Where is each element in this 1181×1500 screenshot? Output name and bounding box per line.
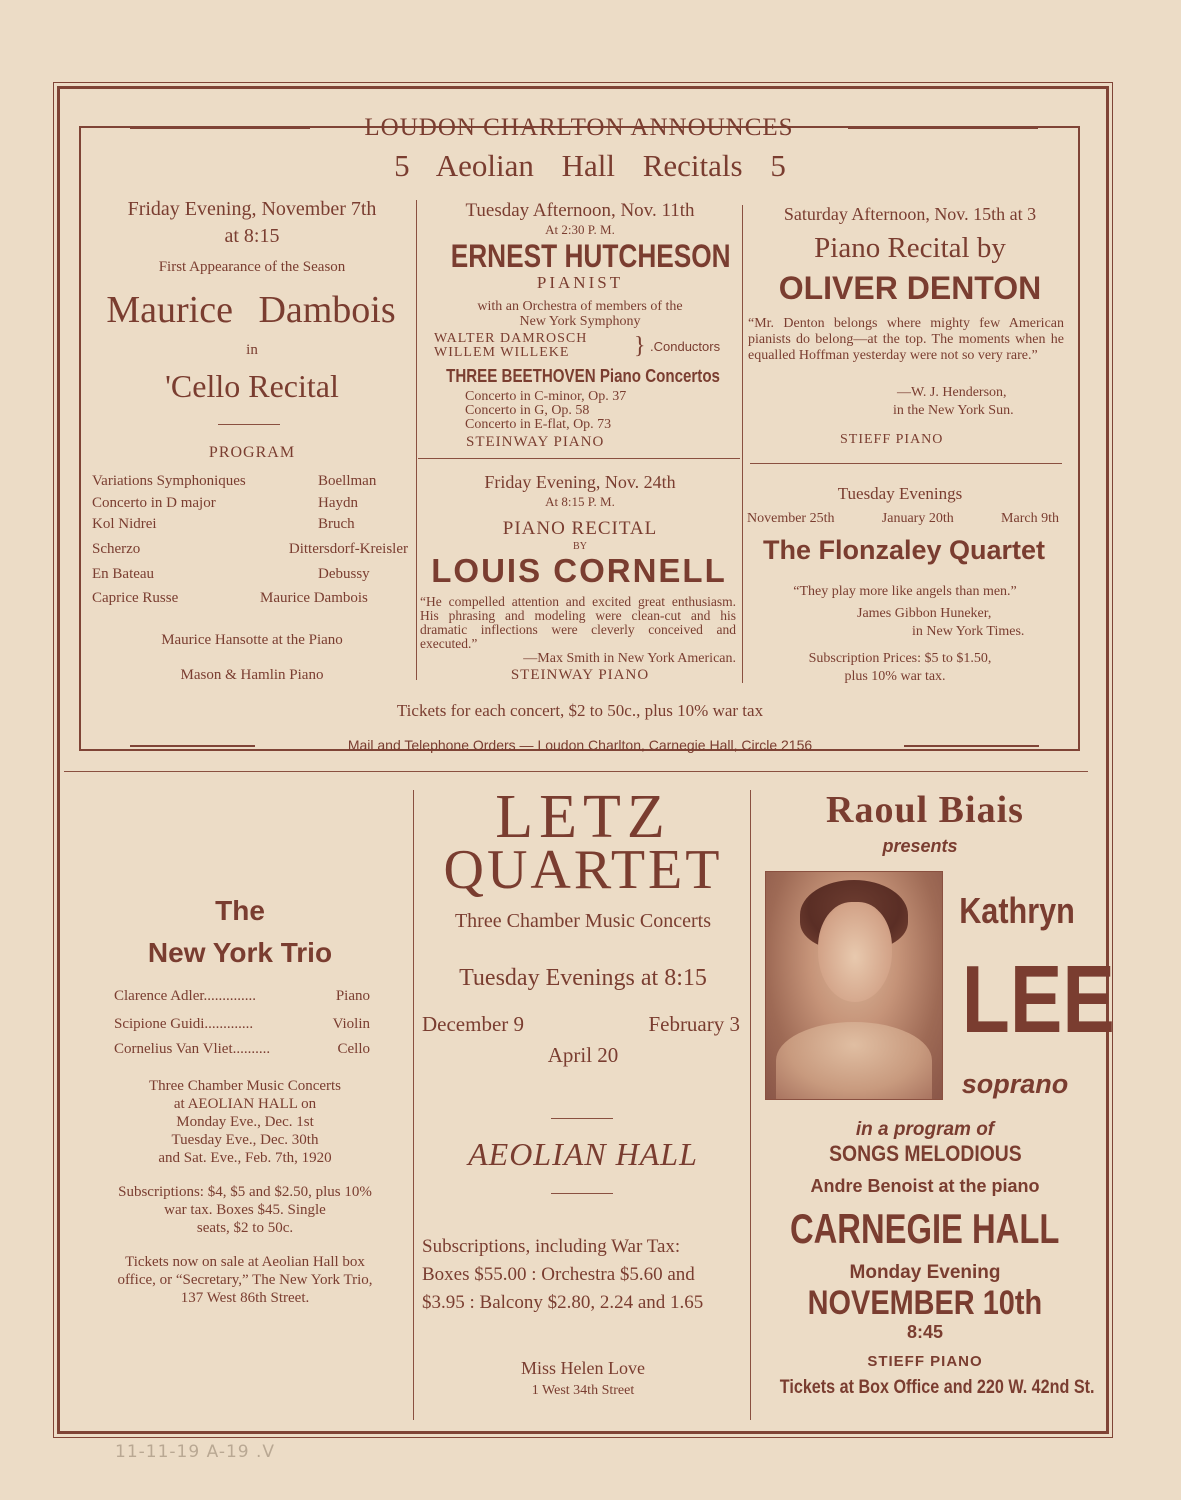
- hutcheson-date: Tuesday Afternoon, Nov. 11th: [465, 200, 695, 221]
- letz-subscriptions: [422, 1233, 752, 1317]
- trio-tickets: [80, 1253, 410, 1307]
- program-piece: Kol Nidrei: [92, 516, 157, 532]
- trio-members: [114, 988, 370, 1066]
- letz-sub-line: Subscriptions, including War Tax:: [422, 1236, 681, 1257]
- trio-member-instr: Violin: [332, 1016, 370, 1032]
- flonzaley-prices1: Subscription Prices: $5 to $1.50,: [808, 651, 992, 666]
- portrait-shoulders: [776, 1022, 932, 1099]
- flonzaley-header: Tuesday Evenings: [837, 484, 963, 503]
- trio-subscriptions: [80, 1183, 410, 1237]
- trio-concert-line: at AEOLIAN HALL on: [173, 1096, 317, 1112]
- program-piece: Variations Symphoniques: [92, 473, 246, 489]
- trio-title-1: The: [215, 895, 265, 926]
- letz-subtitle: Three Chamber Music Concerts: [454, 910, 712, 932]
- program-composer: Boellman: [318, 473, 377, 489]
- mail-rule-right: [904, 745, 1039, 747]
- letz-date: December 9: [422, 1012, 525, 1036]
- cornell-artist: LOUIS CORNELL: [431, 552, 727, 589]
- program-label: PROGRAM: [208, 444, 296, 461]
- trio-member-instr: Cello: [337, 1041, 370, 1057]
- dambois-accompanist: Maurice Hansotte at the Piano: [161, 632, 343, 648]
- letz-sub-line: $3.95 : Balcony $2.80, 2.24 and 1.65: [422, 1292, 704, 1313]
- program-piece: Scherzo: [92, 541, 141, 557]
- handwritten-note: 11-11-19 A-19 .V: [115, 1442, 276, 1462]
- trio-concert-line: Three Chamber Music Concerts: [148, 1078, 342, 1094]
- lee-last-name: LEE: [961, 946, 1115, 1053]
- dambois-date: Friday Evening, November 7th: [127, 198, 377, 220]
- trio-sub-line: seats, $2 to 50c.: [196, 1220, 294, 1236]
- trio-member-instr: Piano: [335, 988, 370, 1004]
- concerto-item: Concerto in E-flat, Op. 73: [465, 417, 612, 432]
- col2-separator: [418, 458, 740, 459]
- dambois-in: in: [246, 342, 258, 358]
- dambois-piano: Mason & Hamlin Piano: [180, 667, 324, 683]
- program-composer: Maurice Dambois: [260, 590, 368, 606]
- letz-evenings: Tuesday Evenings at 8:15: [459, 965, 707, 991]
- cornell-by: BY: [573, 541, 587, 552]
- lee-program-2-wrap: [755, 1141, 1095, 1167]
- trio-concert-line: and Sat. Eve., Feb. 7th, 1920: [158, 1150, 332, 1166]
- trio-member-name: Clarence Adler..............: [114, 988, 257, 1004]
- hutcheson-artist: ERNEST HUTCHESON: [450, 238, 731, 274]
- program-composer: Debussy: [318, 566, 370, 582]
- lee-last-wrap: [945, 946, 1115, 1053]
- flonzaley-dates: [747, 511, 1059, 527]
- trio-sub-line: war tax. Boxes $45. Single: [164, 1202, 326, 1218]
- program-piece: Caprice Russe: [92, 590, 179, 606]
- top-divider-2: [742, 205, 743, 683]
- denton-quote: “Mr. Denton belongs where mighty few American pianists do belong—at the top. The moments when he equalled Hoffman yesterday were not so very rare.”: [748, 316, 1064, 363]
- flonzaley-date: January 20th: [881, 511, 954, 526]
- conductor-1: WALTER DAMROSCH: [434, 331, 588, 346]
- letz-contact-1: Miss Helen Love: [521, 1358, 645, 1378]
- lee-presenter: Raoul Biais: [826, 789, 1024, 831]
- letz-date: February 3: [648, 1012, 740, 1036]
- flonzaley-quote: “They play more like angels than men.”: [793, 584, 1017, 599]
- letz-title-1: LETZ: [495, 783, 671, 851]
- trio-member-name: Scipione Guidi.............: [114, 1016, 254, 1032]
- program-piece: Concerto in D major: [92, 495, 216, 511]
- denton-attr2: in the New York Sun.: [893, 403, 1014, 418]
- lee-hall-wrap: [752, 1205, 1097, 1253]
- conductor-label: .Conductors: [650, 339, 721, 354]
- letz-hall: AEOLIAN HALL: [468, 1136, 698, 1172]
- denton-artist: OLIVER DENTON: [778, 270, 1042, 306]
- letz-contact-2: 1 West 34th Street: [531, 1383, 635, 1398]
- letz-dates: [422, 1012, 740, 1037]
- hutcheson-role: PIANIST: [536, 273, 624, 292]
- bottom-divider-1: [413, 790, 414, 1420]
- cornell-date: Friday Evening, Nov. 24th: [484, 472, 676, 492]
- lee-day: Monday Evening: [849, 1262, 1001, 1283]
- program-piece: En Bateau: [92, 566, 155, 582]
- lee-accompanist: Andre Benoist at the piano: [810, 1176, 1040, 1196]
- letz-date-3: April 20: [547, 1043, 619, 1067]
- letz-rule-1: [551, 1118, 613, 1119]
- hutcheson-piano: STEINWAY PIANO: [466, 434, 605, 450]
- dambois-artist: Maurice Dambois: [106, 289, 396, 331]
- header-rule-right: [848, 127, 1038, 129]
- trio-title-2: New York Trio: [147, 937, 333, 968]
- lee-time: 8:45: [906, 1322, 944, 1342]
- bottom-divider-2: [750, 790, 751, 1420]
- program-composer: Bruch: [318, 516, 355, 532]
- flonzaley-date: November 25th: [747, 511, 835, 526]
- denton-date: Saturday Afternoon, Nov. 15th at 3: [783, 204, 1037, 224]
- hutcheson-artist-wrap: [420, 238, 740, 275]
- lee-hall: CARNEGIE HALL: [789, 1205, 1060, 1252]
- trio-concerts: [80, 1077, 410, 1167]
- col3-separator: [750, 463, 1062, 464]
- tickets-line: Tickets for each concert, $2 to 50c., plus 10% war tax: [396, 701, 764, 720]
- mail-rule-left: [130, 745, 255, 747]
- lee-program-1: in a program of: [855, 1119, 995, 1140]
- singer-portrait: [765, 871, 943, 1100]
- lee-piano: STIEFF PIANO: [867, 1353, 983, 1370]
- hutcheson-with2: New York Symphony: [519, 314, 641, 329]
- trio-member-name: Cornelius Van Vliet..........: [114, 1041, 271, 1057]
- denton-recital: Piano Recital by: [814, 232, 1006, 264]
- flonzaley-attr1: James Gibbon Huneker,: [857, 606, 992, 621]
- conductor-brace: }: [634, 333, 646, 359]
- cornell-time: At 8:15 P. M.: [545, 494, 615, 509]
- denton-piano: STIEFF PIANO: [840, 432, 944, 447]
- letz-sub-line: Boxes $55.00 : Orchestra $5.60 and: [422, 1264, 695, 1285]
- trio-concert-line: Monday Eve., Dec. 1st: [176, 1114, 314, 1130]
- dambois-rule: [218, 424, 280, 425]
- program-composer: Haydn: [318, 495, 358, 511]
- trio-sub-line: Subscriptions: $4, $5 and $2.50, plus 10%: [118, 1184, 372, 1200]
- cornell-attribution: —Max Smith in New York American.: [523, 651, 736, 666]
- lee-presents: presents: [882, 836, 958, 856]
- letz-rule-2: [551, 1193, 613, 1194]
- program-composer: Dittersdorf-Kreisler: [288, 541, 408, 557]
- concerto-item: Concerto in G, Op. 58: [465, 403, 590, 418]
- concerto-item: Concerto in C-minor, Op. 37: [465, 389, 627, 404]
- lee-first-wrap: [945, 890, 1090, 932]
- mail-orders-line: Mail and Telephone Orders — Loudon Charlton, Carnegie Hall, Circle 2156: [347, 737, 813, 753]
- lee-tickets-wrap: [752, 1377, 1097, 1399]
- lee-tickets: Tickets at Box Office and 220 W. 42nd St.: [779, 1377, 1095, 1398]
- dambois-time: at 8:15: [224, 225, 280, 247]
- lee-program-2: SONGS MELODIOUS: [828, 1141, 1022, 1166]
- flonzaley-artist: The Flonzaley Quartet: [762, 535, 1046, 565]
- announce-heading: LOUDON CHARLTON ANNOUNCES: [364, 114, 794, 141]
- flonzaley-attr2: in New York Times.: [912, 624, 1025, 639]
- lee-voice: soprano: [961, 1069, 1069, 1099]
- section-separator: [64, 771, 1088, 772]
- flonzaley-date: March 9th: [1001, 511, 1059, 526]
- dambois-recital: 'Cello Recital: [165, 368, 339, 404]
- hutcheson-with1: with an Orchestra of members of the: [477, 299, 683, 314]
- lee-date: NOVEMBER 10th: [807, 1284, 1043, 1322]
- cornell-recital: PIANO RECITAL: [502, 518, 658, 539]
- cornell-piano: STEINWAY PIANO: [510, 667, 650, 683]
- denton-attr1: —W. J. Henderson,: [897, 385, 1007, 400]
- dambois-first: First Appearance of the Season: [158, 259, 346, 275]
- flonzaley-prices2: plus 10% war tax.: [844, 669, 946, 684]
- cornell-quote: “He compelled attention and excited great enthusiasm. His phrasing and modeling were clean-cut and his dramatic inflections were cleverly conceived and executed.”: [420, 594, 736, 651]
- recitals-title: 5 Aeolian Hall Recitals 5: [394, 148, 786, 183]
- letz-title-2: QUARTET: [443, 839, 723, 901]
- concerto-list: [465, 390, 626, 432]
- top-divider-1: [416, 200, 417, 680]
- program-list: [92, 473, 408, 612]
- portrait-face: [818, 902, 892, 1002]
- conductor-2: WILLEM WILLEKE: [434, 345, 570, 360]
- beethoven-wrap: [420, 366, 740, 387]
- trio-ticket-line: Tickets now on sale at Aeolian Hall box: [125, 1254, 365, 1270]
- trio-ticket-line: 137 West 86th Street.: [180, 1290, 310, 1306]
- trio-ticket-line: office, or “Secretary,” The New York Trio,: [117, 1272, 373, 1288]
- beethoven-title: THREE BEETHOVEN Piano Concertos: [446, 366, 720, 386]
- trio-concert-line: Tuesday Eve., Dec. 30th: [171, 1132, 319, 1148]
- lee-first-name: Kathryn: [959, 890, 1076, 931]
- hutcheson-time: At 2:30 P. M.: [545, 222, 615, 237]
- lee-date-wrap: [755, 1284, 1095, 1323]
- header-rule-left: [130, 127, 310, 129]
